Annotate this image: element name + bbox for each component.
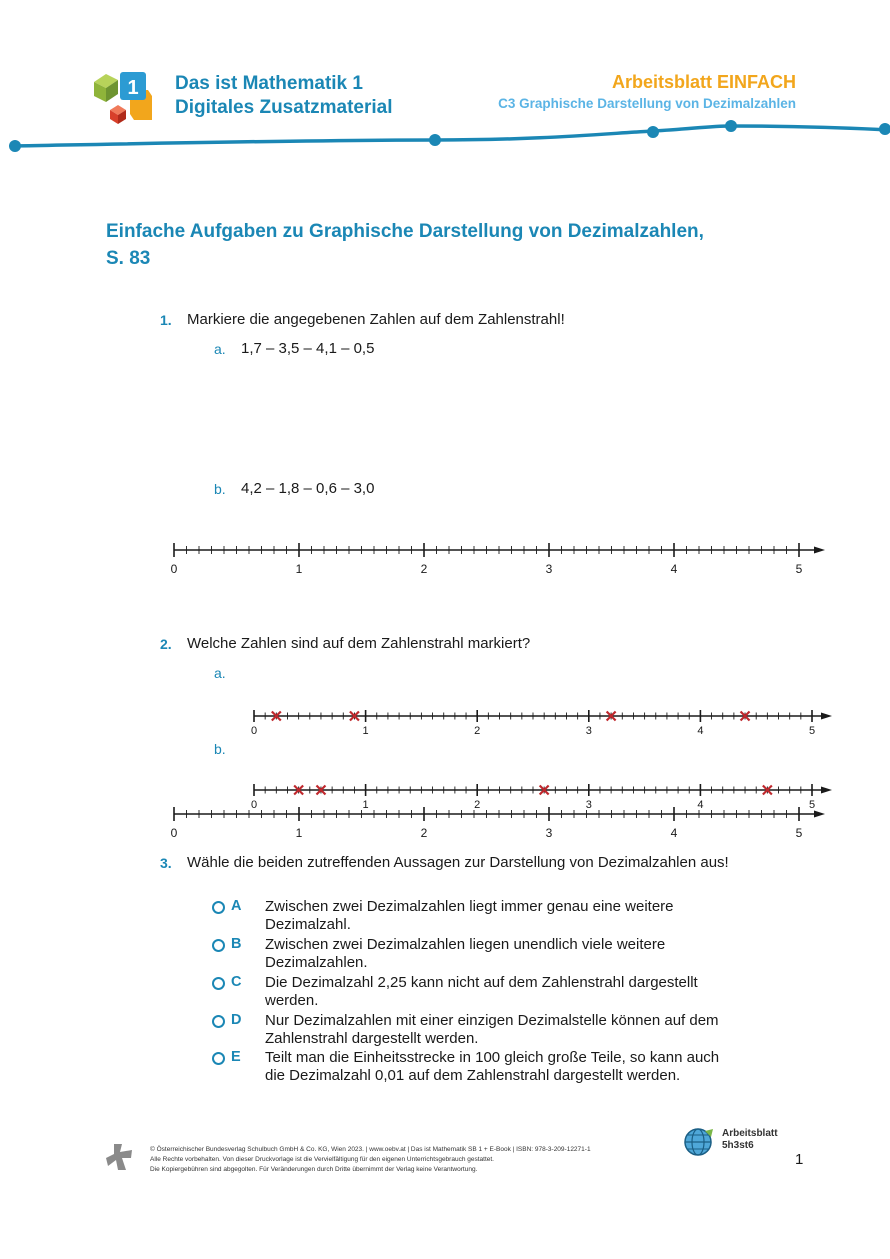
tick-label: 5 (808, 725, 816, 737)
option-letter: B (231, 936, 242, 952)
tick-label: 5 (795, 562, 803, 576)
tick-label: 3 (585, 725, 592, 737)
tick-label: 2 (474, 725, 481, 737)
option-text-line1: Die Dezimalzahl 2,25 kann nicht auf dem Zahlenstrahl dargestellt (265, 974, 698, 991)
tick-label: 2 (420, 826, 428, 840)
page-title (106, 218, 806, 272)
option-text-line1: Nur Dezimalzahlen mit einer einzigen Dezimalstelle können auf dem (265, 1012, 719, 1029)
number-line-task1b (0, 536, 890, 581)
option-text (265, 898, 805, 934)
option-c[interactable] (212, 974, 792, 1010)
arrow-head-icon (821, 713, 832, 720)
footer-line3: Die Kopiergebühren sind abgegolten. Für Veränderungen durch Dritte übernimmt der Verlag keine Verantwortung. (150, 1166, 478, 1173)
task1-b-numbers: 4,2 – 1,8 – 0,6 – 3,0 (241, 480, 375, 497)
option-text-line1: Zwischen zwei Dezimalzahlen liegen unendlich viele weitere (265, 936, 666, 953)
wave-dot (9, 140, 21, 152)
number-line-task2b (0, 774, 890, 814)
wave-dot (647, 126, 659, 138)
tick-label: 0 (250, 799, 258, 811)
footer-badge-code: 5h3st6 (722, 1140, 754, 1151)
page-title-line1: Einfache Aufgaben zu Graphische Darstellung von Dezimalzahlen, (106, 221, 704, 242)
product-title-line1: Das ist Mathematik 1 (175, 73, 363, 94)
header (0, 0, 890, 160)
page-title-line2: S. 83 (106, 248, 151, 269)
radio-circle-icon[interactable] (212, 1015, 225, 1028)
worksheet-topic: C3 Graphische Darstellung von Dezimalzahlen (498, 96, 796, 111)
tick-label: 3 (545, 826, 553, 840)
arrow-head-icon (821, 787, 832, 794)
option-text-line2: Zahlenstrahl dargestellt werden. (265, 1030, 479, 1047)
option-letter: A (231, 898, 242, 914)
globe-icon (683, 1127, 715, 1159)
task2-question: Welche Zahlen sind auf dem Zahlenstrahl markiert? (187, 635, 531, 652)
task2-a-label: a. (214, 665, 226, 681)
tick-label: 4 (697, 799, 704, 811)
logo-cubes-icon (90, 68, 162, 128)
footer-copyright (150, 1145, 690, 1175)
task1-question: Markiere die angegebenen Zahlen auf dem Zahlenstrahl! (187, 311, 565, 328)
option-d[interactable] (212, 1012, 792, 1048)
tick-label: 2 (420, 562, 428, 576)
tick-label: 3 (545, 562, 553, 576)
publisher-logo-icon (104, 1142, 136, 1172)
task3-question: Wähle die beiden zutreffenden Aussagen zur Darstellung von Dezimalzahlen aus! (187, 854, 729, 871)
option-text (265, 1049, 805, 1085)
product-title-line2: Digitales Zusatzmaterial (175, 97, 393, 118)
number-line-task2a (0, 700, 890, 740)
wave-dot (725, 120, 737, 132)
tick-label: 0 (170, 562, 178, 576)
option-a[interactable] (212, 898, 792, 934)
option-text (265, 1012, 805, 1048)
tick-label: 4 (697, 725, 704, 737)
tick-label: 4 (670, 562, 678, 576)
footer-badge[interactable] (722, 1128, 778, 1152)
option-letter: E (231, 1049, 241, 1065)
wave-dot (429, 134, 441, 146)
tick-label: 0 (250, 725, 258, 737)
task1-a-numbers: 1,7 – 3,5 – 4,1 – 0,5 (241, 340, 375, 357)
footer-line1: © Österreichischer Bundesverlag Schulbuch GmbH & Co. KG, Wien 2023. | www.oebv.at | Das ist Mathematik SB 1 + E-Book | ISBN: 978-3-209-12271-1 (150, 1146, 591, 1153)
option-text (265, 936, 805, 972)
option-text-line1: Zwischen zwei Dezimalzahlen liegt immer genau eine weitere (265, 898, 674, 915)
radio-circle-icon[interactable] (212, 901, 225, 914)
tick-label: 5 (808, 799, 816, 811)
radio-circle-icon[interactable] (212, 939, 225, 952)
tick-label: 0 (170, 826, 178, 840)
option-text-line2: werden. (265, 992, 319, 1009)
tick-label: 1 (362, 725, 369, 737)
task2-number: 2. (160, 636, 172, 652)
tick-label: 5 (795, 826, 803, 840)
tick-label: 4 (670, 826, 678, 840)
option-text-line1: Teilt man die Einheitsstrecke in 100 gleich große Teile, so kann auch (265, 1049, 720, 1066)
page-number: 1 (795, 1151, 804, 1168)
tick-label: 3 (585, 799, 592, 811)
option-e[interactable] (212, 1049, 792, 1085)
tick-label: 1 (362, 799, 369, 811)
tick-label: 2 (474, 799, 481, 811)
radio-circle-icon[interactable] (212, 977, 225, 990)
footer-line2: Alle Rechte vorbehalten. Von dieser Druckvorlage ist die Vervielfältigung für den eigenen Unterrichtsgebrauch gestattet. (150, 1156, 494, 1163)
option-text-line2: Dezimalzahl. (265, 916, 351, 933)
arrow-head-icon (814, 547, 825, 554)
option-letter: C (231, 974, 242, 990)
option-text-line2: die Dezimalzahl 0,01 auf dem Zahlenstrahl dargestellt werden. (265, 1067, 681, 1084)
task1-number: 1. (160, 312, 172, 328)
logo-digit: 1 (127, 77, 139, 99)
task1-b-label: b. (214, 481, 226, 497)
option-b[interactable] (212, 936, 792, 972)
radio-circle-icon[interactable] (212, 1052, 225, 1065)
task1-a-label: a. (214, 341, 226, 357)
task3-number: 3. (160, 855, 172, 871)
tick-label: 1 (295, 826, 303, 840)
tick-label: 1 (295, 562, 303, 576)
option-text (265, 974, 805, 1010)
option-text-line2: Dezimalzahlen. (265, 954, 368, 971)
footer-badge-line1: Arbeitsblatt (722, 1128, 778, 1139)
task2-b-label: b. (214, 741, 226, 757)
worksheet-type: Arbeitsblatt EINFACH (611, 72, 796, 92)
option-letter: D (231, 1012, 242, 1028)
wave-dot (879, 123, 890, 135)
product-title (175, 72, 393, 120)
